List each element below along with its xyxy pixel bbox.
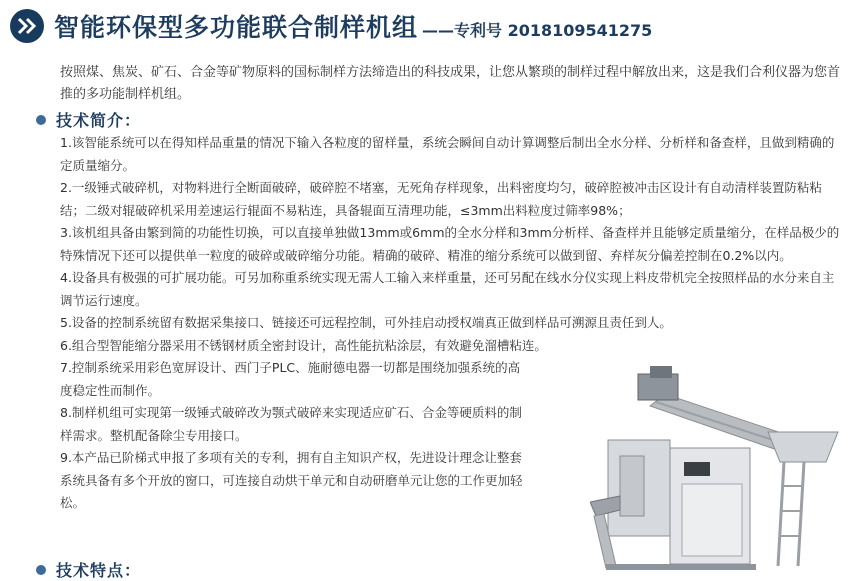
intro-paragraph: 按照煤、焦炭、矿石、合金等矿物原料的国标制样方法缔造出的科技成果，让您从繁琐的制样过程中解放出来，这是我们合利仪器为您首推的多功能制样机组。	[60, 65, 841, 102]
list-item: 9.本产品已阶梯式申报了多项有关的专利，拥有自主知识产权，先进设计理念让整套系统具备有多个开放的窗口，可连接自动烘干单元和自动研磨单元让您的工作更加轻松。	[60, 450, 523, 510]
list-item: 7.控制系统采用彩色宽屏设计、西门子PLC、施耐德电器一切都是围绕加强系统的高度稳定性而制作。	[60, 360, 521, 398]
section-features-title: 技术特点：	[56, 561, 142, 580]
double-chevron-right-icon	[10, 9, 44, 43]
bullet-icon	[36, 565, 46, 575]
header	[10, 6, 652, 46]
list-item: 2.一级锤式破碎机，对物料进行全断面破碎，破碎腔不堵塞，无死角存样现象，出料密度均匀，破碎腔被冲击区设计有自动清样装置防粘粘结；二级对辊破碎机采用差速运行辊面不易粘连，具备辊面互清理功能，≤3mm出料粒度过筛率98%；	[60, 180, 822, 218]
list-item: 4.设备具有极强的可扩展功能。可另加称重系统实现无需人工输入来样重量，还可另配在线水分仪实现上料皮带机完全按照样品的水分来自主调节运行速度。	[60, 270, 835, 308]
section-overview-heading	[36, 108, 141, 131]
list-item: 5.设备的控制系统留有数据采集接口、链接还可远程控制，可外挂启动授权端真正做到样品可溯源且责任到人。	[60, 315, 672, 330]
list-item: 6.组合型智能缩分器采用不锈钢材质全密封设计，高性能抗粘涂层，有效避免溜槽粘连。	[60, 337, 547, 353]
list-item: 1.该智能系统可以在得知样品重量的情况下输入各粒度的留样量，系统会瞬间自动计算调整后制出全水分样、分析样和备查样，且做到精确的定质量缩分。	[60, 135, 835, 173]
list-item: 3.该机组具备由繁到简的功能性切换，可以直接单独做13mm或6mm的全水分样和3mm分析样、备查样并且能够定质量缩分，在样品极少的特殊情况下还可以提供单一粒度的破碎或破碎缩分功能。精确的破碎、精准的缩分系统可以做到留、弃样灰分偏差控制在0.2%以内。	[60, 225, 840, 263]
section-features-heading	[36, 558, 141, 581]
section-overview-title: 技术简介：	[56, 111, 142, 130]
list-item: 8.制样机组可实现第一级锤式破碎改为颚式破碎来实现适应矿石、合金等硬质料的制样需求。整机配备除尘专用接口。	[60, 405, 522, 443]
patent-number: ——专利号 2018109541275	[422, 20, 653, 40]
page-title: 智能环保型多功能联合制样机组	[54, 13, 419, 42]
bullet-icon	[36, 115, 46, 125]
sample-preparation-machine-illustration	[590, 366, 850, 578]
